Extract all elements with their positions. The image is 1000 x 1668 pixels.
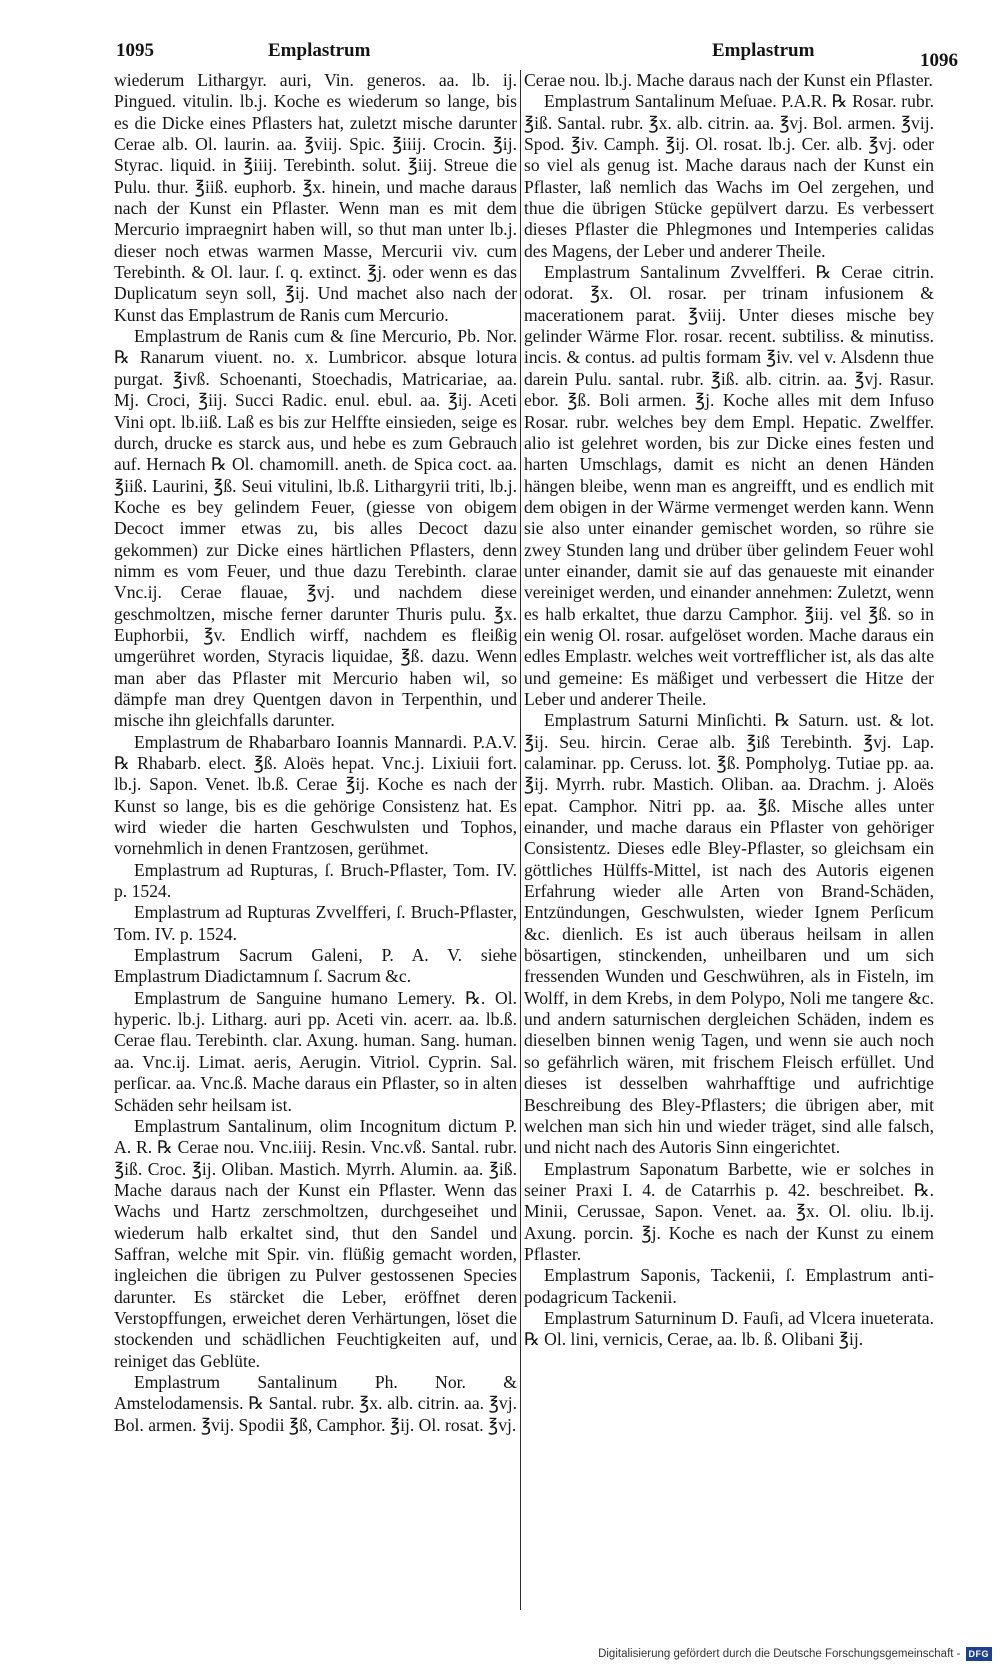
right-column bbox=[524, 70, 934, 1606]
page-number-left: 1095 bbox=[116, 40, 154, 61]
left-paragraph-8: Emplastrum Santalinum, olim Incognitum dictum P. A. R. ℞ Cerae nou. Vnc.iiij. Resin. Vnc.vß. Santal. rubr. ℥iß. Croc. ℥ij. Oliban. Mastich. Myrrh. Alumin. aa. ℥iß. Mache daraus nach der Kunst ein Pflaster. Wenn das Wachs und Hartz zerschmoltzen, durchgeseihet und wiederum halb erkaltet sind, thut den Sandel und Saffran, welche mit Spir. vin. flüßig gemacht worden, ingleichen die übrigen zu Pulver gestossenen Species darunter. Es stärcket die Leber, eröffnet deren Verstopffungen, erweichet deren Verhärtungen, löset die stockenden und schädlichen Feuchtigkeiten auf, und reiniget das Geblüte. bbox=[114, 1115, 517, 1371]
left-paragraph-2: Emplastrum de Ranis cum & ſine Mercurio, Pb. Nor. ℞ Ranarum viuent. no. x. Lumbricor. absque lotura purgat. ℥ivß. Schoenanti, Stoechadis, Matricariae, aa. Mj. Croci, ℥iij. Succi Radic. enul. ebul. aa. ℥ij. Aceti Vini opt. lb.iiß. Laß es bis zur Helffte einsieden, seige es durch, drucke es starck aus, und hebe es zum Gebrauch auf. Hernach ℞ Ol. chamomill. aneth. de Spica coct. aa. ℥iiß. Laurini, ℥ß. Seui vitulini, lb.ß. Lithargyrii triti, lb.j. Koche es bey gelindem Feuer, (giesse von obigem Decoct immer etwas zu, bis alles Decoct dazu gekommen) zur Dicke eines härtlichen Pflasters, denn nimm es vom Feuer, und thue dazu Terebinth. clarae Vnc.ij. Cerae flauae, ℥vj. und nachdem diese geschmoltzen, mische ferner darunter Thuris pulu. ℥x. Euphorbii, ℥v. Endlich wirff, nachdem es fleißig umgerühret worden, Styracis liquidae, ℥ß. dazu. Wenn man aber das Pflaster mit Mercurio haben wil, so dämpfe man drey Quentgen davon in Terpenthin, und mische ihn gleichfalls darunter. bbox=[114, 326, 517, 731]
left-paragraph-7: Emplastrum de Sanguine humano Lemery. ℞. Ol. hyperic. lb.j. Litharg. auri pp. Aceti vin. acerr. aa. lb.ß. Cerae flau. Terebinth. clar. Axung. human. Sang. human. aa. Vnc.ij. Limat. aeris, Aerugin. Vitriol. Cyprin. Sal. perſicar. aa. Vnc.ß. Mache daraus ein Pflaster, so in alten Schäden sehr heilsam ist. bbox=[114, 987, 517, 1115]
right-paragraph-2: Emplastrum Santalinum Meſuae. P.A.R. ℞ Rosar. rubr. ℥iß. Santal. rubr. ℥x. alb. citrin. aa. ℥vj. Bol. armen. ℥vij. Spod. ℥iv. Camph. ℥ij. Ol. rosat. lb.j. Cer. alb. ℥vj. oder so viel als genug ist. Mache daraus nach der Kunst ein Pflaster, laß nemlich das Wachs im Oel zergehen, und thue die übrigen Stücke gepülvert darzu. Es verbessert dieses Pflaster die Phlegmones und Intemperies calidas des Magens, der Leber und anderer Theile. bbox=[524, 91, 934, 261]
scanned-page bbox=[100, 38, 960, 1613]
left-paragraph-9: Emplastrum Santalinum Ph. Nor. & Amstelodamensis. ℞ Santal. rubr. ℥x. alb. citrin. aa. ℥vj. Bol. armen. ℥vij. Spodii ℥ß, Camphor. ℥ij. Ol. rosat. ℥vj. bbox=[114, 1371, 517, 1435]
page-header bbox=[100, 38, 960, 71]
right-paragraph-7: Emplastrum Saturninum D. Fauſi, ad Vlcera inueterata. ℞ Ol. lini, vernicis, Cerae, aa. lb. ß. Olibani ℥ij. bbox=[524, 1307, 934, 1350]
left-paragraph-5: Emplastrum ad Rupturas Zvvelfferi, ſ. Bruch-Pflaster, Tom. IV. p. 1524. bbox=[114, 902, 517, 944]
left-column bbox=[114, 70, 517, 1606]
running-title-left: Emplastrum bbox=[268, 40, 371, 61]
left-paragraph-1: wiederum Lithargyr. auri, Vin. generos. aa. lb. ij. Pingued. vitulin. lb.j. Koche es wiederum so lange, bis es die Dicke eines Pflasters hat, zuletzt mische darunter Cerae alb. Ol. laurin. aa. ℥viij. Spic. ℥iiij. Crocin. ℥ij. Styrac. liquid. in ℥iiij. Terebinth. solut. ℥iij. Streue die Pulu. thur. ℥iiß. euphorb. ℥x. hinein, und mache daraus nach der Kunst ein Pflaster. Wenn man es mit dem Mercurio impraegnirt haben will, so thut man unter lb.j. dieser noch etwas warmen Masse, Mercurii viv. cum Terebinth. & Ol. laur. ſ. q. extinct. ℥j. oder wenn es das Duplicatum seyn soll, ℥ij. Und machet also nach der Kunst das Emplastrum de Ranis cum Mercurio. bbox=[114, 70, 517, 325]
column-divider bbox=[520, 70, 521, 1610]
left-paragraph-6: Emplastrum Sacrum Galeni, P. A. V. siehe Emplastrum Diadictamnum ſ. Sacrum &c. bbox=[114, 945, 517, 987]
funding-note: Digitalisierung gefördert durch die Deutsche Forschungsgemeinschaft - bbox=[598, 1648, 961, 1660]
right-paragraph-6: Emplastrum Saponis, Tackenii, ſ. Emplastrum anti-podagricum Tackenii. bbox=[524, 1265, 934, 1307]
right-paragraph-1: Cerae nou. lb.j. Mache daraus nach der Kunst ein Pflaster. bbox=[524, 70, 933, 90]
right-paragraph-3: Emplastrum Santalinum Zvvelfferi. ℞ Cerae citrin. odorat. ℥x. Ol. rosar. per trinam infusionem & macerationem parat. ℥viij. Unter dieses mische bey gelinder Wärme Flor. rosar. recent. subtiliss. & minutiss. incis. & contus. ad pultis formam ℥iv. vel v. Alsdenn thue darein Pulu. santal. rubr. ℥iß. alb. citrin. aa. ℥vj. Rasur. ebor. ℥ß. Boli armen. ℥j. Koche alles mit dem Infuso Rosar. rubr. welches bey dem Empl. Hepatic. Zwelffer. alio ist gelehret worden, bis zur Dicke eines festen und harten Umschlags, damit es nicht an denen Händen hängen bleibe, wenn man es angreifft, und es endlich mit dem obigen in der Wärme vermenget werden kann. Wenn sie also unter einander gemischet worden, so rühre sie zwey Stunden lang und drüber über gelindem Feuer wohl unter einander, damit sie auf das genaueste mit einander vereiniget werden, und einander annehmen: Zuletzt, wenn es halb erkaltet, thue darzu Camphor. ℥iij. vel ℥ß. so in ein wenig Ol. rosar. aufgelöset worden. Mache daraus ein edles Emplastr. welches weit vortrefflicher ist, als das alte und gemeine: Es mäßiget und verbessert die Hitze der Leber und anderer Theile. bbox=[524, 262, 934, 709]
dfg-logo: DFG bbox=[966, 1647, 993, 1661]
running-title-right: Emplastrum bbox=[712, 40, 815, 61]
page-number-right: 1096 bbox=[920, 50, 958, 71]
digitization-footer bbox=[598, 1646, 992, 1662]
right-paragraph-4: Emplastrum Saturni Minſichti. ℞ Saturn. ust. & lot. ℥ij. Seu. hircin. Cerae alb. ℥iß Terebinth. ℥vj. Lap. calaminar. pp. Ceruss. lot. ℥ß. Pompholyg. Tutiae pp. aa. ℥ij. Myrrh. rubr. Mastich. Oliban. aa. Drachm. j. Aloës epat. Camphor. Nitri pp. aa. ℥ß. Mische alles unter einander, und mache daraus ein Pflaster von gehöriger Consistentz. Dieses edle Bley-Pflaster, so gleichsam ein göttliches Hülffs-Mittel, ist nach des Autoris eigenen Erfahrung wieder alle Arten von Brand-Schäden, Entzündungen, Geschwulsten, wieder Ignem Perſicum &c. dienlich. Es ist auch überaus heilsam in allen bösartigen, stinckenden, unheilbaren und um sich fressenden Wunden und Geschwühren, als in Fisteln, im Wolff, in dem Krebs, in dem Polypo, Noli me tangere &c. und andern saturnischen dergleichen Schäden, indem es dieselben binnen wenig Tagen, und wenn sie auch noch so gefährlich wären, mit frischem Fleisch erfüllet. Und dieses ist desselben wahrhafftige und aufrichtige Beschreibung des Bley-Pflasters; die übrigen aber, mit welchen man sich hin und wieder träget, sind alle falsch, und nicht nach des Autoris Sinn eingerichtet. bbox=[524, 710, 934, 1158]
right-paragraph-5: Emplastrum Saponatum Barbette, wie er solches in seiner Praxi I. 4. de Catarrhis p. 42. beschreibet. ℞. Minii, Cerussae, Sapon. Venet. aa. ℥x. Ol. oliu. lb.ij. Axung. porcin. ℥j. Koche es nach der Kunst zu einem Pflaster. bbox=[524, 1158, 934, 1264]
left-paragraph-4: Emplastrum ad Rupturas, ſ. Bruch-Pflaster, Tom. IV. p. 1524. bbox=[114, 859, 517, 902]
left-paragraph-3: Emplastrum de Rhabarbaro Ioannis Mannardi. P.A.V. ℞ Rhabarb. elect. ℥ß. Aloës hepat. Vnc.j. Lixiuii fort. lb.j. Sapon. Venet. lb.ß. Cerae ℥ij. Koche es nach der Kunst so lange, bis es die gehörige Consistenz hat. Es wird wieder die harten Geschwulsten und Tophos, vornehmlich in denen Frantzosen, gerühmet. bbox=[114, 731, 517, 859]
